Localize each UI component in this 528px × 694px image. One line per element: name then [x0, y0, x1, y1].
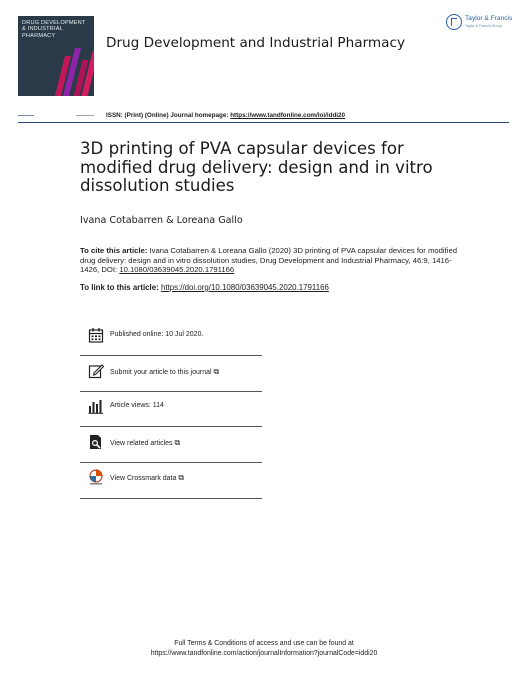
cover-title-line: DRUG DEVELOPMENT	[22, 20, 86, 26]
external-link-icon: ⧉	[174, 438, 181, 447]
crossmark-label	[110, 473, 184, 483]
citation-text: Ivana Cotabarren & Loreana Gallo (2020) 3D printing of PVA capsular devices for modified drug delivery: design and in vitro dissolution studies, Drug Development and Industrial Pharmacy, 46:9, 1416-1426, DOI:	[80, 246, 458, 275]
external-link-icon: ⧉	[213, 367, 220, 376]
external-link-icon: ⧉	[178, 473, 185, 482]
footer	[0, 639, 528, 658]
crossmark-icon	[88, 469, 104, 485]
crossmark-link[interactable]	[88, 469, 262, 489]
submit-article-label	[110, 367, 219, 377]
journal-homepage-link[interactable]: https://www.tandfonline.com/loi/iddi20	[230, 112, 346, 119]
citation-block	[80, 246, 460, 275]
published-date: Published online: 10 Jul 2020.	[110, 331, 204, 338]
related-articles-label	[110, 438, 180, 448]
divider	[80, 391, 262, 392]
divider	[80, 498, 262, 499]
cover-title	[22, 20, 86, 39]
journal-name: Drug Development and Industrial Pharmacy	[106, 35, 406, 51]
issn-line	[106, 112, 345, 119]
calendar-icon	[88, 327, 104, 343]
footer-terms-link[interactable]: https://www.tandfonline.com/action/journalInformation?journalCode=iddi20	[150, 649, 378, 657]
doi-link[interactable]: 10.1080/03639045.2020.1791166	[119, 265, 235, 275]
header-divider	[18, 122, 509, 123]
article-authors: Ivana Cotabarren & Loreana Gallo	[80, 215, 243, 226]
article-link-url[interactable]: https://doi.org/10.1080/03639045.2020.1791166	[160, 283, 329, 292]
article-link-label: To link to this article:	[80, 283, 161, 292]
article-title: 3D printing of PVA capsular devices for modified drug delivery: design and in vitro dissolution studies	[80, 139, 433, 195]
issn-text: ISSN: (Print) (Online) Journal homepage:	[106, 112, 231, 119]
published-online-item	[88, 327, 262, 347]
article-link-line	[80, 283, 329, 292]
publisher-logo-icon	[446, 14, 462, 30]
publisher-logo[interactable]	[446, 14, 518, 34]
related-articles-text: View related articles	[110, 440, 173, 447]
divider	[80, 426, 262, 427]
crossmark-text: View Crossmark data	[110, 475, 177, 482]
submit-article-text: Submit your article to this journal	[110, 369, 212, 376]
divider	[80, 355, 262, 356]
footer-terms-text: Full Terms & Conditions of access and use can be found at	[174, 640, 354, 647]
cover-title-line: & INDUSTRIAL	[22, 26, 63, 33]
article-views-count: Article views: 114	[110, 402, 164, 409]
related-articles-link[interactable]	[88, 434, 262, 454]
journal-cover-image	[18, 16, 94, 96]
cover-title-line: PHARMACY	[22, 32, 56, 39]
divider	[80, 462, 262, 463]
citation-label: To cite this article:	[80, 246, 148, 255]
article-views-item	[88, 398, 262, 418]
publisher-name: Taylor & Francis	[465, 15, 513, 22]
edit-icon	[88, 363, 104, 379]
divider	[18, 115, 34, 116]
submit-article-link[interactable]	[88, 363, 262, 383]
divider	[76, 115, 94, 116]
document-search-icon	[88, 434, 104, 450]
bar-chart-icon	[88, 398, 104, 414]
publisher-tagline: Taylor & Francis Group	[465, 24, 502, 28]
